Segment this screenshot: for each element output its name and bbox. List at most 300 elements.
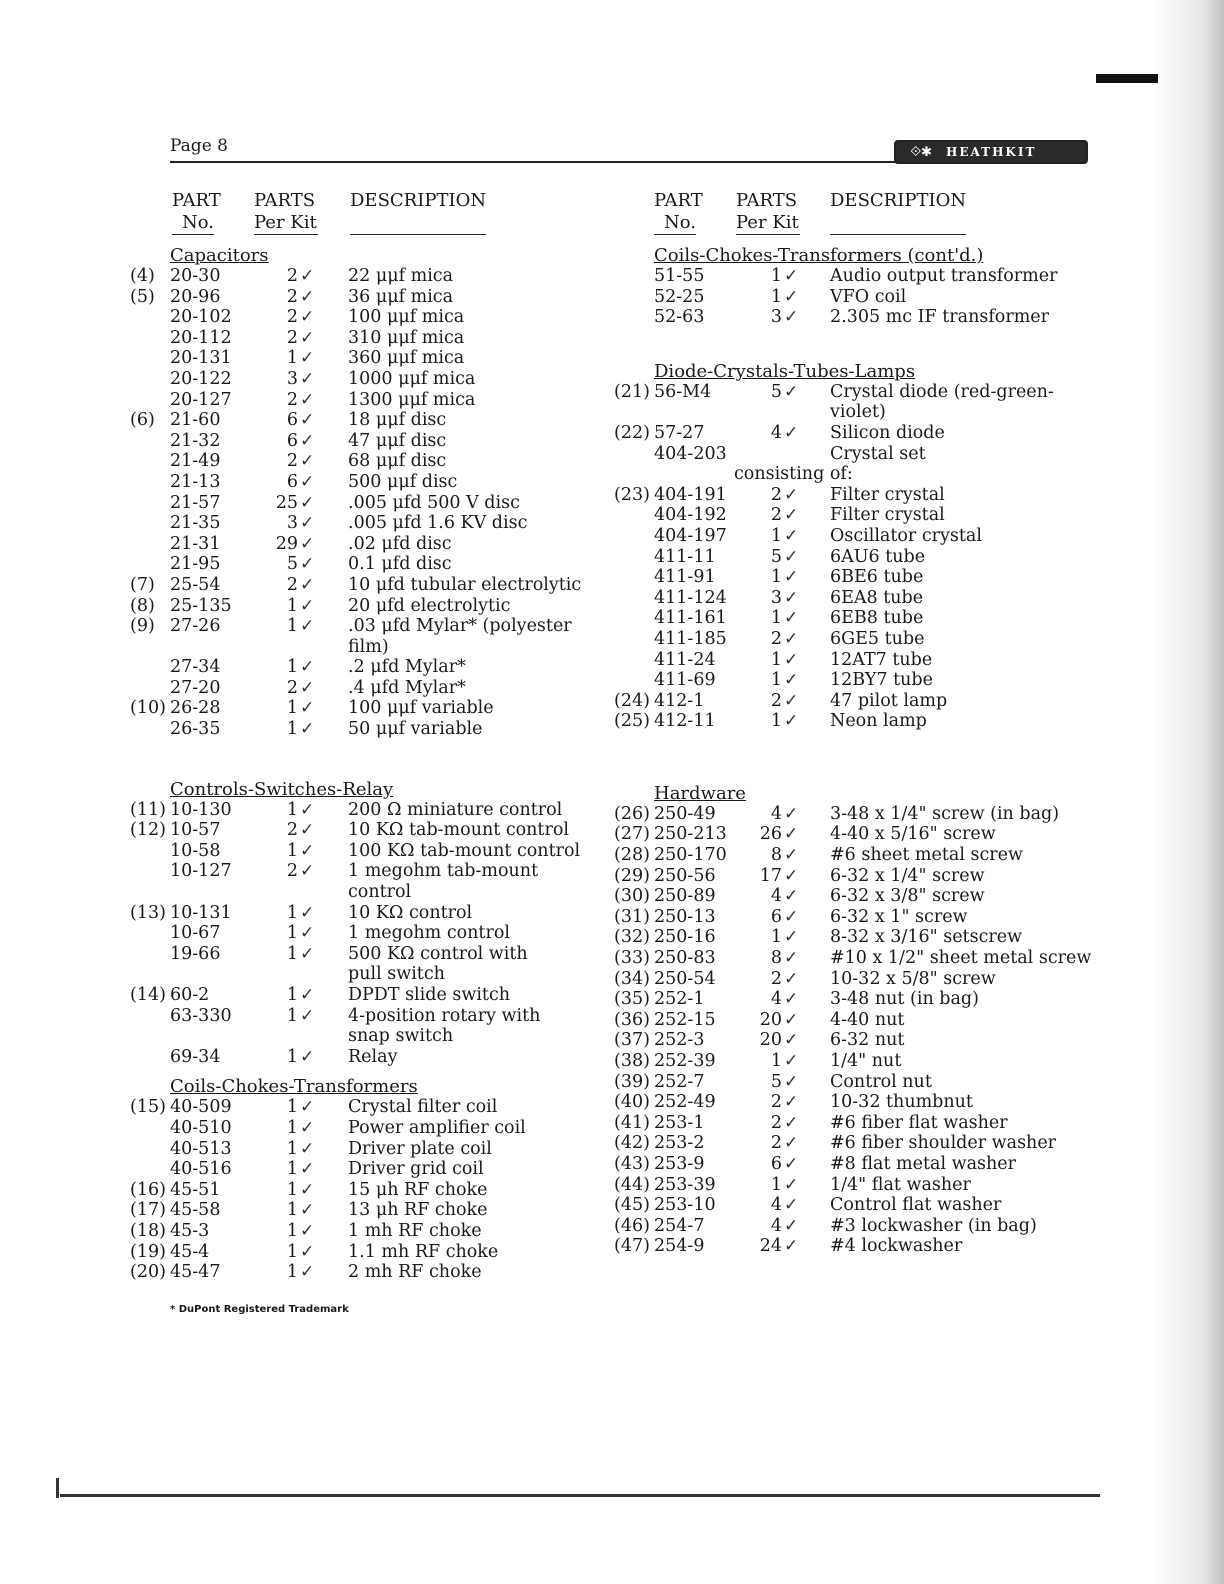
part-number: 19-66 <box>170 943 221 964</box>
brand-name: HEATHKIT <box>946 145 1037 159</box>
quantity: 4 <box>770 1195 782 1216</box>
part-number: 252-39 <box>654 1051 716 1071</box>
part-number: 20-122 <box>170 368 232 389</box>
checkmark-icon: ✓ <box>784 608 799 629</box>
checkmark-icon: ✓ <box>784 865 799 886</box>
description: 10 μfd tubular electrolytic <box>348 574 582 595</box>
checkmark-icon: ✓ <box>784 381 799 402</box>
section-title <box>130 246 620 266</box>
parts-row <box>614 845 1114 866</box>
parts-row <box>614 989 1114 1010</box>
part-number: 252-15 <box>654 1009 716 1030</box>
part-number: 20-96 <box>170 286 221 307</box>
parts-row <box>130 841 620 862</box>
part-number: 21-35 <box>170 513 221 534</box>
header-rule <box>170 161 916 163</box>
checkmark-icon: ✓ <box>784 307 799 328</box>
quantity: 2 <box>770 1092 782 1113</box>
quantity: 1 <box>286 698 298 719</box>
part-number: 254-7 <box>654 1215 705 1236</box>
description: Filter crystal <box>830 505 945 526</box>
checkmark-icon: ✓ <box>300 389 315 410</box>
checkmark-icon: ✓ <box>784 1112 799 1133</box>
part-number: 10-57 <box>170 820 221 841</box>
part-number: 252-1 <box>654 989 705 1010</box>
description-continuation <box>130 1026 620 1047</box>
checkmark-icon: ✓ <box>300 1262 315 1283</box>
page-number: Page 8 <box>170 136 228 156</box>
checkmark-icon: ✓ <box>784 422 799 443</box>
part-number: 20-131 <box>170 348 232 369</box>
checkmark-icon: ✓ <box>300 513 315 534</box>
description: 10 KΩ control <box>348 902 473 923</box>
part-number: 10-130 <box>170 799 232 820</box>
parts-row <box>614 1092 1114 1113</box>
parts-row <box>614 588 1114 609</box>
description: DPDT slide switch <box>348 985 511 1005</box>
checkmark-icon: ✓ <box>300 1220 315 1241</box>
figure-ref: (12) <box>130 820 166 841</box>
description-continued: film) <box>348 636 389 657</box>
parts-row <box>614 948 1114 969</box>
quantity: 4 <box>770 803 782 824</box>
quantity: 2 <box>286 389 298 410</box>
part-number: 45-3 <box>170 1220 210 1241</box>
parts-row <box>614 444 1114 465</box>
checkmark-icon: ✓ <box>784 567 799 588</box>
checkmark-icon: ✓ <box>300 1200 315 1221</box>
description: 8-32 x 3/16" setscrew <box>830 927 1023 948</box>
quantity: 5 <box>770 546 782 567</box>
part-number: 252-3 <box>654 1030 705 1051</box>
parts-row <box>614 691 1114 712</box>
parts-per-kit-header: PARTS Per Kit <box>254 190 317 233</box>
figure-ref: (15) <box>130 1097 166 1118</box>
parts-row <box>130 861 620 882</box>
part-number: 10-58 <box>170 840 221 861</box>
part-number: 10-127 <box>170 861 232 882</box>
checkmark-icon: ✓ <box>784 546 799 567</box>
description: .005 μfd 500 V disc <box>348 492 520 513</box>
figure-ref: (13) <box>130 902 166 923</box>
checkmark-icon: ✓ <box>784 1051 799 1071</box>
description: 100 μμf variable <box>348 698 494 719</box>
figure-ref: (32) <box>614 927 650 948</box>
quantity: 1 <box>770 608 782 629</box>
checkmark-icon: ✓ <box>784 484 799 505</box>
part-number: 20-102 <box>170 307 232 328</box>
description: 0.1 μfd disc <box>348 554 452 575</box>
part-number: 411-185 <box>654 628 727 649</box>
parts-row <box>130 575 620 596</box>
quantity: 2 <box>770 690 782 711</box>
checkmark-icon: ✓ <box>300 923 315 944</box>
description: #4 lockwasher <box>830 1236 963 1257</box>
section-title <box>614 246 1114 266</box>
description: 2 mh RF choke <box>348 1262 482 1283</box>
quantity: 4 <box>770 989 782 1010</box>
checkmark-icon: ✓ <box>784 1071 799 1092</box>
figure-ref: (45) <box>614 1195 650 1216</box>
description: 6BE6 tube <box>830 567 924 588</box>
parts-row <box>130 451 620 472</box>
figure-ref: (21) <box>614 381 650 402</box>
parts-row <box>130 513 620 534</box>
checkmark-icon: ✓ <box>300 719 315 740</box>
part-number: 253-2 <box>654 1133 705 1154</box>
parts-per-kit-header: PARTS Per Kit <box>736 190 799 233</box>
left-column-header <box>130 190 620 246</box>
part-number: 253-10 <box>654 1195 716 1216</box>
description: 100 μμf mica <box>348 307 465 328</box>
checkmark-icon: ✓ <box>300 410 315 431</box>
quantity: 1 <box>770 266 782 286</box>
section-gap <box>614 328 1114 362</box>
part-number: 253-39 <box>654 1174 716 1195</box>
parts-row <box>130 410 620 431</box>
quantity: 1 <box>286 1117 298 1138</box>
description: #6 sheet metal screw <box>830 845 1023 866</box>
header-underline <box>254 234 318 235</box>
parts-row <box>614 287 1114 308</box>
part-number: 411-161 <box>654 608 727 629</box>
description: Neon lamp <box>830 711 927 732</box>
quantity: 24 <box>759 1236 782 1257</box>
checkmark-icon: ✓ <box>300 430 315 451</box>
description: 310 μμf mica <box>348 327 465 348</box>
section-title-text: Controls-Switches-Relay <box>170 778 394 800</box>
checkmark-icon: ✓ <box>784 1153 799 1174</box>
parts-row <box>130 1221 620 1242</box>
parts-row <box>614 547 1114 568</box>
left-column <box>130 190 620 1283</box>
part-number: 40-510 <box>170 1117 232 1138</box>
checkmark-icon: ✓ <box>300 902 315 923</box>
parts-row <box>130 944 620 965</box>
checkmark-icon: ✓ <box>784 266 799 286</box>
checkmark-icon: ✓ <box>300 368 315 389</box>
checkmark-icon: ✓ <box>784 803 799 824</box>
quantity: 2 <box>286 820 298 841</box>
part-number: 21-13 <box>170 471 221 492</box>
quantity: 2 <box>286 451 298 472</box>
quantity: 25 <box>275 492 298 513</box>
description-header: DESCRIPTION <box>350 190 487 211</box>
section-title-text: Coils-Chokes-Transformers (cont'd.) <box>654 245 984 266</box>
description: 47 pilot lamp <box>830 690 948 711</box>
part-number: 20-30 <box>170 266 221 286</box>
part-number: 411-24 <box>654 649 716 670</box>
part-number: 411-69 <box>654 670 716 691</box>
quantity: 26 <box>759 824 782 845</box>
description: 6EB8 tube <box>830 608 924 629</box>
parts-row <box>614 464 1114 485</box>
quantity: 1 <box>286 943 298 964</box>
figure-ref: (43) <box>614 1153 650 1174</box>
figure-ref: (33) <box>614 948 650 969</box>
header-underline <box>654 234 696 235</box>
part-number: 411-91 <box>654 567 716 588</box>
parts-row <box>130 348 620 369</box>
bottom-rule <box>60 1494 1100 1497</box>
checkmark-icon: ✓ <box>300 266 315 286</box>
figure-ref: (42) <box>614 1133 650 1154</box>
quantity: 2 <box>286 677 298 698</box>
figure-ref: (36) <box>614 1009 650 1030</box>
quantity: 1 <box>770 927 782 948</box>
description: 36 μμf mica <box>348 286 454 307</box>
part-number: 20-112 <box>170 327 232 348</box>
part-number: 252-7 <box>654 1071 705 1092</box>
quantity: 1 <box>286 1179 298 1200</box>
description-continuation <box>614 402 1114 423</box>
section-gap <box>130 740 620 780</box>
parts-row <box>614 1216 1114 1237</box>
quantity: 1 <box>770 286 782 307</box>
quantity: 1 <box>286 719 298 740</box>
figure-ref: (29) <box>614 865 650 886</box>
description: #6 fiber shoulder washer <box>830 1133 1057 1154</box>
parts-row <box>614 1175 1114 1196</box>
part-number: 69-34 <box>170 1046 221 1067</box>
quantity: 2 <box>770 484 782 505</box>
section-title <box>130 780 620 800</box>
quantity: 1 <box>770 670 782 691</box>
parts-row <box>614 485 1114 506</box>
checkmark-icon: ✓ <box>784 1236 799 1257</box>
parts-row <box>130 369 620 390</box>
description: 47 μμf disc <box>348 430 447 451</box>
description: Silicon diode <box>830 422 945 443</box>
quantity: 1 <box>286 1159 298 1180</box>
quantity: 5 <box>770 381 782 402</box>
figure-ref: (19) <box>130 1241 166 1262</box>
quantity: 1 <box>286 1005 298 1026</box>
figure-ref: (6) <box>130 410 155 431</box>
part-number: 21-49 <box>170 451 221 472</box>
quantity: 2 <box>286 574 298 595</box>
figure-ref: (31) <box>614 906 650 927</box>
description: #10 x 1/2" sheet metal screw <box>830 948 1092 969</box>
part-number: 250-16 <box>654 927 716 948</box>
checkmark-icon: ✓ <box>300 574 315 595</box>
section-title-text: Diode-Crystals-Tubes-Lamps <box>654 360 916 382</box>
quantity: 1 <box>286 1220 298 1241</box>
checkmark-icon: ✓ <box>300 840 315 861</box>
quantity: 2 <box>770 968 782 989</box>
part-number: 412-11 <box>654 711 716 732</box>
quantity: 1 <box>770 525 782 546</box>
description: 6-32 x 1" screw <box>830 906 968 927</box>
checkmark-icon: ✓ <box>300 286 315 307</box>
description: 10-32 x 5/8" screw <box>830 968 996 989</box>
checkmark-icon: ✓ <box>300 861 315 882</box>
part-number: 25-54 <box>170 574 221 595</box>
part-number: 253-9 <box>654 1153 705 1174</box>
description-continued: pull switch <box>348 964 445 985</box>
parts-row <box>130 678 620 699</box>
description: 4-40 nut <box>830 1009 905 1030</box>
quantity: 1 <box>770 711 782 732</box>
figure-ref: (28) <box>614 845 650 866</box>
quantity: 1 <box>286 657 298 678</box>
checkmark-icon: ✓ <box>300 1005 315 1026</box>
description: 6AU6 tube <box>830 546 926 567</box>
parts-row <box>614 1133 1114 1154</box>
part-number: 404-197 <box>654 525 727 546</box>
part-number: 250-49 <box>654 803 716 824</box>
description: 6EA8 tube <box>830 587 924 608</box>
checkmark-icon: ✓ <box>784 1009 799 1030</box>
checkmark-icon: ✓ <box>300 985 315 1005</box>
part-number: 27-34 <box>170 657 221 678</box>
quantity: 1 <box>286 902 298 923</box>
description-continued: violet) <box>830 402 886 423</box>
parts-row <box>130 1139 620 1160</box>
checkmark-icon: ✓ <box>784 505 799 526</box>
figure-ref: (11) <box>130 799 166 820</box>
checkmark-icon: ✓ <box>784 587 799 608</box>
parts-row <box>130 1180 620 1201</box>
part-number: 45-47 <box>170 1262 221 1283</box>
parts-row <box>614 505 1114 526</box>
parts-row <box>614 629 1114 650</box>
part-number: 52-25 <box>654 286 705 307</box>
quantity: 6 <box>286 430 298 451</box>
figure-ref: (22) <box>614 422 650 443</box>
description: Relay <box>348 1046 398 1067</box>
figure-ref: (23) <box>614 484 650 505</box>
checkmark-icon: ✓ <box>784 886 799 907</box>
parts-row <box>614 567 1114 588</box>
description: 1.1 mh RF choke <box>348 1241 499 1262</box>
left-parts-list <box>130 246 620 1283</box>
figure-ref: (37) <box>614 1030 650 1051</box>
quantity: 2 <box>286 861 298 882</box>
description: 10 KΩ tab-mount control <box>348 820 569 841</box>
description: Crystal filter coil <box>348 1097 498 1118</box>
quantity: 1 <box>286 616 298 637</box>
quantity: 1 <box>286 1138 298 1159</box>
description: 13 μh RF choke <box>348 1200 488 1221</box>
checkmark-icon: ✓ <box>300 657 315 678</box>
description: Filter crystal <box>830 484 945 505</box>
description: 12BY7 tube <box>830 670 933 691</box>
description: #6 fiber flat washer <box>830 1112 1008 1133</box>
quantity: 3 <box>286 513 298 534</box>
quantity: 5 <box>286 554 298 575</box>
quantity: 1 <box>286 348 298 369</box>
checkmark-icon: ✓ <box>784 628 799 649</box>
quantity: 2 <box>286 307 298 328</box>
section-title-text: Coils-Chokes-Transformers <box>170 1076 418 1098</box>
parts-row <box>130 554 620 575</box>
parts-row <box>614 711 1114 732</box>
checkmark-icon: ✓ <box>784 824 799 845</box>
part-number: 250-89 <box>654 886 716 907</box>
parts-row <box>614 1030 1114 1051</box>
quantity: 6 <box>770 906 782 927</box>
quantity: 1 <box>770 1174 782 1195</box>
parts-row <box>130 1242 620 1263</box>
description: VFO coil <box>830 286 907 307</box>
figure-ref: (5) <box>130 286 155 307</box>
description-header: DESCRIPTION <box>830 190 967 211</box>
part-number: 26-35 <box>170 719 221 740</box>
parts-row <box>130 493 620 514</box>
figure-ref: (39) <box>614 1071 650 1092</box>
part-number: 45-51 <box>170 1179 221 1200</box>
checkmark-icon: ✓ <box>300 820 315 841</box>
quantity: 6 <box>286 471 298 492</box>
quantity: 1 <box>286 595 298 616</box>
parts-row <box>130 1200 620 1221</box>
description: 20 μfd electrolytic <box>348 595 511 616</box>
description: Driver plate coil <box>348 1138 492 1159</box>
parts-row <box>130 820 620 841</box>
description: .2 μfd Mylar* <box>348 657 466 678</box>
figure-ref: (25) <box>614 711 650 732</box>
description: 500 μμf disc <box>348 471 458 492</box>
description: Control nut <box>830 1071 932 1092</box>
description: Driver grid coil <box>348 1159 484 1180</box>
description-continuation <box>130 637 620 658</box>
checkmark-icon: ✓ <box>300 471 315 492</box>
parts-row <box>614 307 1114 328</box>
description: Crystal diode (red-green- <box>830 381 1054 402</box>
description: Power amplifier coil <box>348 1117 526 1138</box>
section-title-text: Hardware <box>654 782 746 804</box>
quantity: 2 <box>286 266 298 286</box>
description: 6GE5 tube <box>830 628 925 649</box>
checkmark-icon: ✓ <box>784 906 799 927</box>
checkmark-icon: ✓ <box>784 1092 799 1113</box>
description: 6-32 x 3/8" screw <box>830 886 985 907</box>
checkmark-icon: ✓ <box>784 711 799 732</box>
quantity: 3 <box>770 587 782 608</box>
description: 1300 μμf mica <box>348 389 476 410</box>
description: 100 KΩ tab-mount control <box>348 840 581 861</box>
parts-row <box>614 969 1114 990</box>
quantity: 2 <box>770 1133 782 1154</box>
section-title <box>130 1077 620 1097</box>
parts-row <box>130 390 620 411</box>
parts-row <box>130 1118 620 1139</box>
parts-row <box>130 657 620 678</box>
parts-row <box>614 650 1114 671</box>
quantity: 3 <box>770 307 782 328</box>
quantity: 8 <box>770 948 782 969</box>
part-number: 40-509 <box>170 1097 232 1118</box>
checkmark-icon: ✓ <box>784 525 799 546</box>
checkmark-icon: ✓ <box>300 492 315 513</box>
checkmark-icon: ✓ <box>300 616 315 637</box>
figure-ref: (8) <box>130 595 155 616</box>
part-number: 404-203 <box>654 443 727 464</box>
description: 6-32 nut <box>830 1030 905 1051</box>
part-number: 57-27 <box>654 422 705 443</box>
parts-row <box>130 1006 620 1027</box>
checkmark-icon: ✓ <box>300 451 315 472</box>
parts-row <box>614 423 1114 444</box>
quantity: 17 <box>759 865 782 886</box>
figure-ref: (46) <box>614 1215 650 1236</box>
checkmark-icon: ✓ <box>784 1030 799 1051</box>
quantity: 1 <box>286 1241 298 1262</box>
part-number: 21-32 <box>170 430 221 451</box>
part-number: 52-63 <box>654 307 705 328</box>
checkmark-icon: ✓ <box>784 968 799 989</box>
